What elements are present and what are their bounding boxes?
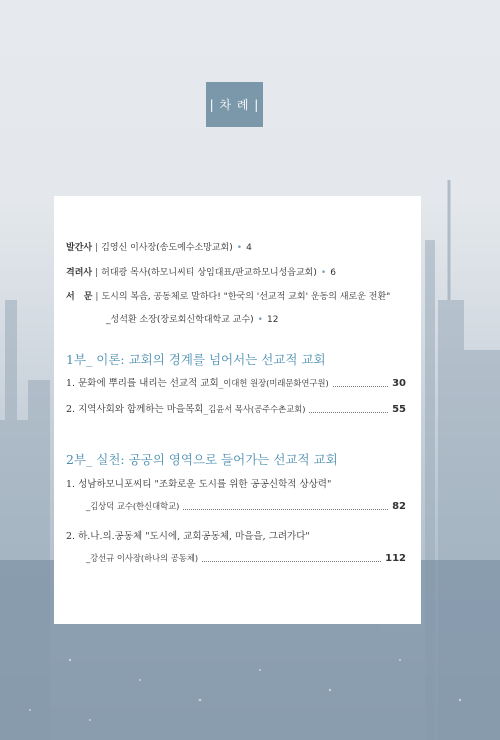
toc-entry-byline [86, 552, 406, 564]
toc-entry-title [66, 528, 406, 542]
entry-author: _김상덕 교수(한신대학교) [86, 501, 180, 511]
front-text: 도시의 복음, 공동체로 말하다! "한국의 '선교적 교회' 운동의 새로운 전환" [101, 292, 391, 302]
toc-card [54, 196, 421, 624]
entry-title: 2. 하.나.의.공동체 "도시에, 교회공동체, 마을을, 그려가다" [66, 531, 310, 542]
dot-leader [333, 386, 388, 387]
front-key: 서 문 [66, 292, 93, 302]
front-item-encouragement: 격려사 | 허대광 목사(하모니씨티 상임대표/판교하모니성읍교회) • 6 [66, 268, 336, 278]
toc-title: | 차 례 | [209, 98, 260, 112]
entry-title: 2. 지역사회와 함께하는 마을목회_ [66, 404, 209, 415]
toc-entry-byline [86, 500, 406, 512]
toc-entry-title [66, 476, 406, 490]
front-key: 격려사 [66, 268, 93, 278]
front-item-preface-byline: _성석환 소장(장로회신학대학교 교수) • 12 [106, 315, 279, 325]
part1-heading: 1부_ 이론: 교회의 경계를 넘어서는 선교적 교회 [66, 352, 326, 367]
dot-leader [183, 509, 388, 510]
front-item-publisher: 발간사 | 김영신 이사장(송도예수소망교회) • 4 [66, 243, 252, 253]
toc-entry [66, 375, 406, 389]
front-key: 발간사 [66, 243, 93, 253]
toc-entry [66, 401, 406, 415]
entry-title: 1. 성남하모니포씨티 "조화로운 도시를 위한 공공신학적 상상력" [66, 479, 332, 490]
front-text: 허대광 목사(하모니씨티 상임대표/판교하모니성읍교회) [101, 268, 317, 278]
entry-page: 30 [392, 378, 406, 389]
front-item-preface: 서 문 | 도시의 복음, 공동체로 말하다! "한국의 '선교적 교회' 운동의 새로운 전환" [66, 292, 391, 302]
dot-leader [309, 412, 388, 413]
entry-title: 1. 문화에 뿌리를 내리는 선교적 교회_ [66, 378, 224, 389]
entry-author: _강선규 이사장(하나의 공동체) [86, 553, 199, 563]
entry-page: 55 [392, 404, 406, 415]
entry-author: 이대헌 원장(미래문화연구원) [223, 378, 329, 388]
front-page: 4 [246, 243, 252, 253]
entry-author: 김윤서 목사(공주수촌교회) [208, 404, 306, 414]
front-page: 6 [330, 268, 336, 278]
front-text: 김영신 이사장(송도예수소망교회) [101, 243, 233, 253]
part2-heading: 2부_ 실천: 공공의 영역으로 들어가는 선교적 교회 [66, 452, 338, 467]
dot-leader [202, 561, 381, 562]
front-page: 12 [266, 315, 279, 325]
entry-page: 112 [385, 553, 406, 564]
entry-page: 82 [392, 501, 406, 512]
toc-title-box [206, 82, 263, 127]
front-byline: _성석환 소장(장로회신학대학교 교수) [106, 315, 254, 325]
